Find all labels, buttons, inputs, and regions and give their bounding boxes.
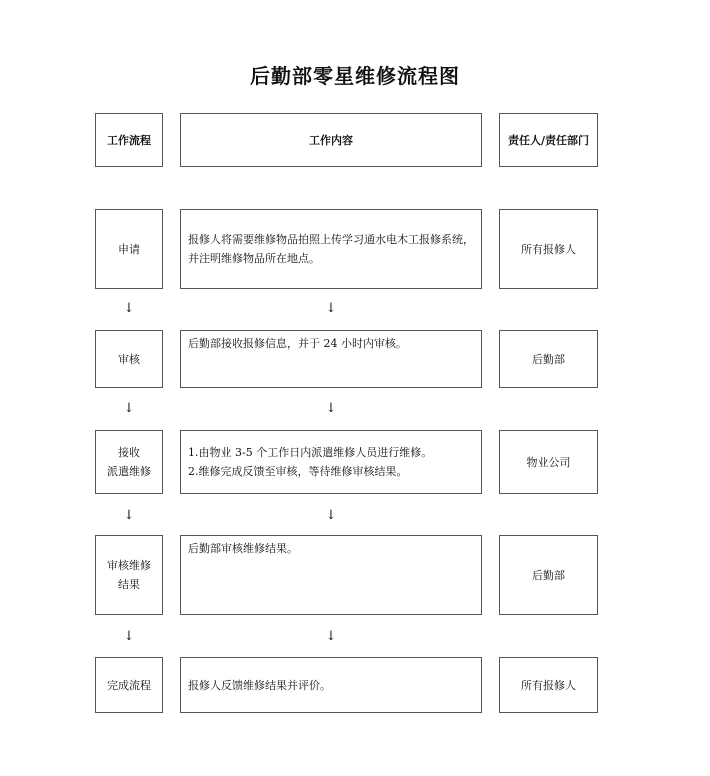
step-2-owner: 后勤部 bbox=[499, 330, 598, 388]
header-owner: 责任人/责任部门 bbox=[499, 113, 598, 167]
header-process: 工作流程 bbox=[95, 113, 163, 167]
step-5-process: 完成流程 bbox=[95, 657, 163, 713]
step-5-owner: 所有报修人 bbox=[499, 657, 598, 713]
step-3-content: 1.由物业 3-5 个工作日内派遣维修人员进行维修。 2.维修完成反馈至审核，等待维修审核结果。 bbox=[180, 430, 482, 494]
step-3-owner: 物业公司 bbox=[499, 430, 598, 494]
page-title: 后勤部零星维修流程图 bbox=[250, 64, 460, 88]
flow-arrow-4-center: ↓ bbox=[325, 629, 337, 644]
flow-arrow-2-left: ↓ bbox=[123, 401, 135, 416]
header-content: 工作内容 bbox=[180, 113, 482, 167]
step-4-owner: 后勤部 bbox=[499, 535, 598, 615]
flow-arrow-3-left: ↓ bbox=[123, 508, 135, 523]
step-1-owner: 所有报修人 bbox=[499, 209, 598, 289]
flow-arrow-2-center: ↓ bbox=[325, 401, 337, 416]
flow-arrow-4-left: ↓ bbox=[123, 629, 135, 644]
step-1-content: 报修人将需要维修物品拍照上传学习通水电木工报修系统，并注明维修物品所在地点。 bbox=[180, 209, 482, 289]
flow-arrow-1-center: ↓ bbox=[325, 301, 337, 316]
step-3-process: 接收 派遣维修 bbox=[95, 430, 163, 494]
step-2-content: 后勤部接收报修信息，并于 24 小时内审核。 bbox=[180, 330, 482, 388]
step-4-content: 后勤部审核维修结果。 bbox=[180, 535, 482, 615]
flow-arrow-1-left: ↓ bbox=[123, 301, 135, 316]
step-2-process: 审核 bbox=[95, 330, 163, 388]
step-5-content: 报修人反馈维修结果并评价。 bbox=[180, 657, 482, 713]
flow-arrow-3-center: ↓ bbox=[325, 508, 337, 523]
step-1-process: 申请 bbox=[95, 209, 163, 289]
step-4-process: 审核维修 结果 bbox=[95, 535, 163, 615]
